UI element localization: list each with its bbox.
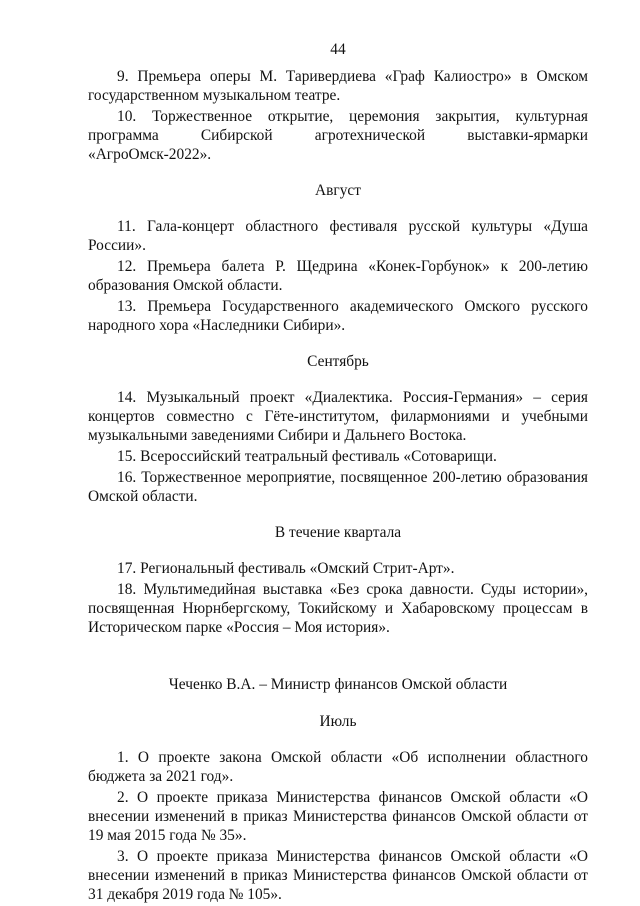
period-heading: В течение квартала: [274, 524, 402, 541]
list-item: 1. О проекте закона Омской области «Об исполнении областного бюджета за 2021 год».: [88, 749, 588, 785]
page-number: 44: [330, 41, 346, 58]
month-heading: Сентябрь: [307, 353, 369, 370]
list-item: 11. Гала-концерт областного фестиваля русской культуры «Душа России».: [88, 218, 588, 254]
month-heading: Июль: [319, 713, 357, 730]
month-heading: Август: [315, 182, 361, 199]
list-item: 10. Торжественное открытие, церемония закрытия, культурная программа Сибирской агротехнической выставки-ярмарки «АгроОмск-2022».: [88, 108, 588, 163]
list-item: 13. Премьера Государственного академического Омского русского народного хора «Наследники Сибири».: [88, 298, 588, 334]
document-page: [88, 40, 588, 906]
list-item: 15. Всероссийский театральный фестиваль «Сотоварищи.: [117, 448, 497, 465]
list-item: 17. Региональный фестиваль «Омский Стрит-Арт».: [117, 560, 455, 577]
list-item: 3. О проекте приказа Министерства финансов Омской области «О внесении изменений в приказ Министерства финансов Омской области от 31 декабря 2019 года № 105».: [88, 848, 588, 903]
list-item: 14. Музыкальный проект «Диалектика. Россия-Германия» – серия концертов совместно с Гёте-институтом, филармониями и учебными музыкальными заведениями Сибири и Дальнего Востока.: [88, 389, 588, 444]
list-item: 18. Мультимедийная выставка «Без срока давности. Суды истории», посвященная Нюрнбергскому, Токийскому и Хабаровскому процессам в Историческом парке «Россия – Моя история».: [88, 581, 588, 636]
list-item: 2. О проекте приказа Министерства финансов Омской области «О внесении изменений в приказ Министерства финансов Омской области от 19 мая 2015 года № 35».: [88, 789, 588, 844]
list-item: 16. Торжественное мероприятие, посвященное 200-летию образования Омской области.: [88, 469, 588, 505]
list-item: 9. Премьера оперы М. Таривердиева «Граф Калиостро» в Омском государственном музыкальном театре.: [88, 68, 588, 104]
section-heading: Чеченко В.А. – Министр финансов Омской области: [168, 676, 508, 693]
list-item: 12. Премьера балета Р. Щедрина «Конек-Горбунок» к 200-летию образования Омской области.: [88, 258, 588, 294]
